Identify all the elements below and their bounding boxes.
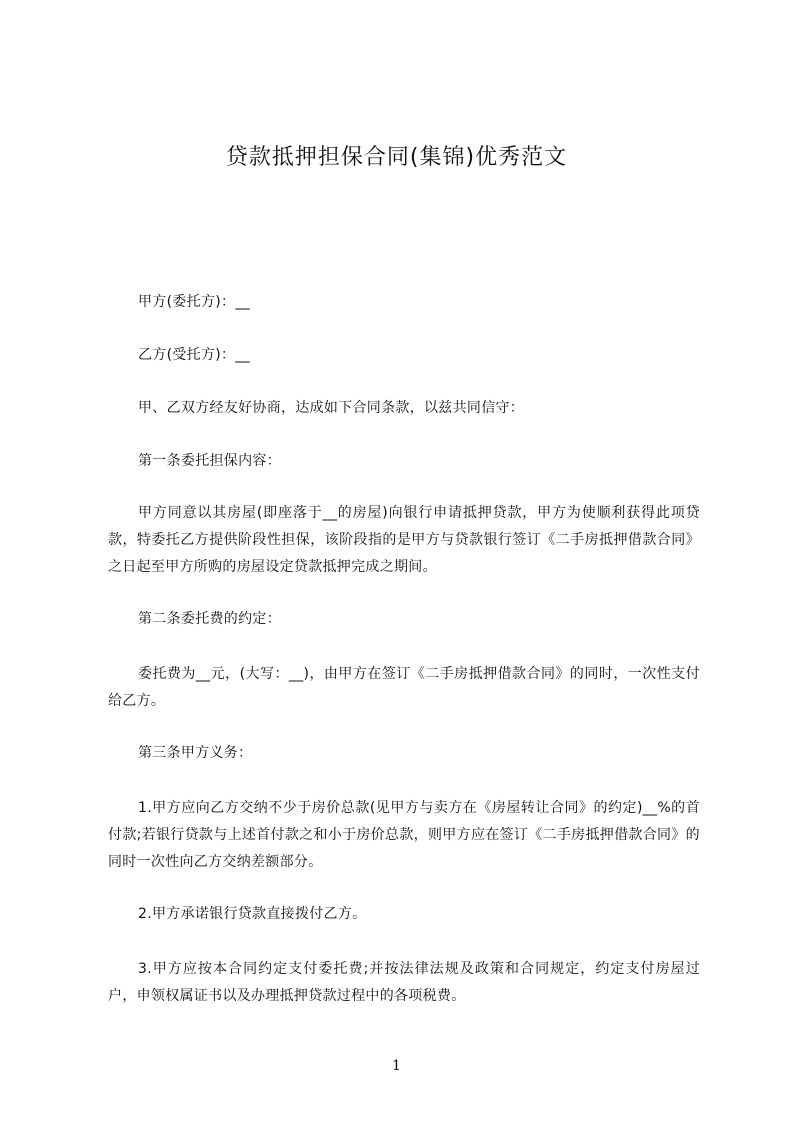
page-number: 1 xyxy=(392,1058,401,1074)
party-b-line: 乙方(受托方)：__ xyxy=(138,347,250,363)
article-3-clause-2: 2.甲方承诺银行贷款直接拨付乙方。 xyxy=(138,906,367,922)
article-3-clause-3: 3.甲方应按本合同约定支付委托费;并按法律法规及政策和合同规定，约定支付房屋过户，申领权属证书以及办理抵押贷款过程中的各项税费。 xyxy=(108,961,700,1004)
article-3-clause-1: 1.甲方应向乙方交纳不少于房价总款(见甲方与卖方在《房屋转让合同》的约定)__%的首付款;若银行贷款与上述首付款之和小于房价总款，则甲方应在签订《二手房抵押借款合同》的同时一次性向乙方交纳差额部分。 xyxy=(108,800,700,870)
article-1-body: 甲方同意以其房屋(即座落于__的房屋)向银行申请抵押贷款，甲方为使顺利获得此项贷款，特委托乙方提供阶段性担保，该阶段指的是甲方与贷款银行签订《二手房抵押借款合同》之日起至甲方所购的房屋设定贷款抵押完成之期间。 xyxy=(108,505,700,575)
party-a-line: 甲方(委托方)：__ xyxy=(138,294,250,310)
document-title: 贷款抵押担保合同(集锦)优秀范文 xyxy=(225,145,568,170)
article-2-heading: 第二条委托费的约定： xyxy=(138,611,281,627)
article-1-heading: 第一条委托担保内容： xyxy=(138,453,281,469)
article-3-heading: 第三条甲方义务： xyxy=(138,745,253,761)
preamble-paragraph: 甲、乙双方经友好协商，达成如下合同条款，以兹共同信守： xyxy=(138,400,525,416)
article-2-body: 委托费为__元，(大写：__)，由甲方在签订《二手房抵押借款合同》的同时，一次性支付给乙方。 xyxy=(108,666,700,709)
